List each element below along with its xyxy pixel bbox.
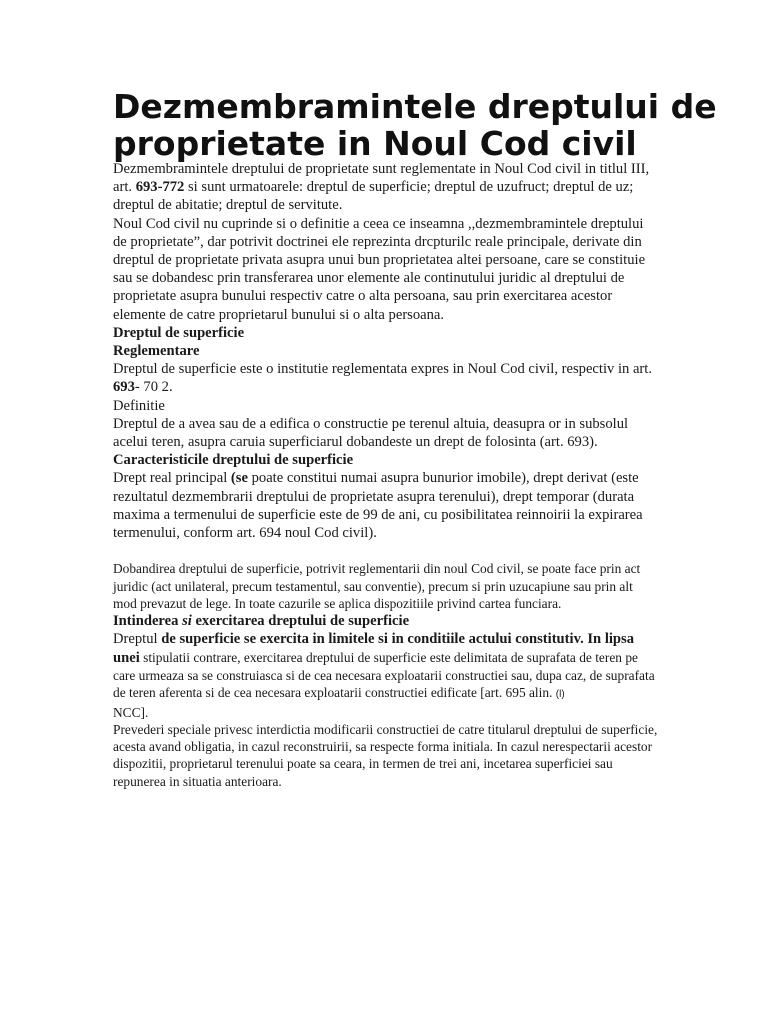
label-definitie: Definitie xyxy=(113,397,165,414)
paragraph-spacer xyxy=(113,542,658,560)
exercitare-text: stipulatii contrare, exercitarea dreptului de superficie este delimitata de suprafata de teren pe care urmeaza sa se construiasca si de cea necesara exploatarii constructiei sau, dupa caz, de suprafata de teren aferenta si de cea necesara exploatarii constructiei edificate [art. 695 alin. xyxy=(113,649,655,701)
intro-paragraph xyxy=(113,160,658,215)
heading-intinderea-start: Intinderea xyxy=(113,613,183,630)
exercitare-bold: de superficie se exercita in limitele si in conditiile actului constitutiv. In lipsa unei xyxy=(113,631,635,666)
heading-intinderea-end: exercitarea dreptului de superficie xyxy=(191,613,410,630)
dobandire-paragraph: Dobandirea dreptului de superficie, potrivit reglementarii din noul Cod civil, se poate face prin act juridic (act unilateral, precum testamentul, sau conventie), precum si prin uzucapiune sau prin alt mod prevazut de lege. In toate cazurile se aplica dispozitiile privind cartea funciara. xyxy=(113,561,641,611)
exercitare-start: Dreptul xyxy=(113,631,162,648)
exercitare-paragraph xyxy=(113,630,658,720)
article-number-rest: - 70 2. xyxy=(134,379,173,396)
definitie-paragraph: Dreptul de a avea sau de a edifica o constructie pe terenul altuia, deasupra or in subsolul acelui teren, asupra caruia superficiarul dobandeste un drept de folosinta (art. 693). xyxy=(113,415,629,451)
heading-intinderea-si: si xyxy=(182,613,192,630)
article-range: 693-772 xyxy=(135,179,185,196)
ncc-reference: NCC]. xyxy=(113,704,149,720)
caracteristici-text: Drept real principal xyxy=(113,470,231,487)
caracteristici-text-end: poate constitui numai asupra bunurior imobile), drept derivat (este rezultatul dezmembrarii dreptului de proprietate asupra terenului), drept temporar (durata maxima a termenului de superficie este de 99 de ani, cu posibilitatea reinnoirii la expirarea termenului, conform art. 694 noul Cod civil). xyxy=(113,470,643,542)
caracteristici-bold: (se xyxy=(230,470,248,487)
document-body xyxy=(113,160,658,790)
intro-text: Dezmembramintele dreptului de proprietate sunt reglementate in Noul Cod civil in titlul III, art. xyxy=(113,161,650,196)
heading-caracteristici: Caracteristicile dreptului de superficie xyxy=(113,452,354,469)
reglementare-paragraph: Dreptul de superficie este o institutie reglementata expres in Noul Cod civil, respectiv in art. xyxy=(113,361,652,378)
heading-intinderea xyxy=(113,612,658,630)
alin-reference: (l) xyxy=(555,689,565,701)
heading-dreptul-de-superficie: Dreptul de superficie xyxy=(113,324,245,341)
heading-reglementare: Reglementare xyxy=(113,343,200,360)
article-reference xyxy=(113,378,658,396)
doctrine-paragraph: Noul Cod civil nu cuprinde si o definitie a ceea ce inseamna ,,dezmembramintele dreptului de proprietate”, dar potrivit doctrinei ele reprezinta drcpturilc reale principale, derivate din dreptul de proprietate privata asupra unui bun proprietatea altei persoane, care se constituie sau se dobandesc prin transferarea unor elemente ale continutului juridic al dreptului de proprietate asupra bunului respectiv catre o alta persoana, sau prin exercitarea acestor elemente de catre proprietarul bunului si o alta persoana. xyxy=(113,215,646,323)
article-number: 693 xyxy=(113,379,135,396)
page-title: Dezmembramintele dreptului de proprietate in Noul Cod civil xyxy=(113,87,717,163)
intro-text-end: si sunt urmatoarele: dreptul de superficie; dreptul de uzufruct; dreptul de uz; dreptul de abitatie; dreptul de servitute. xyxy=(113,179,634,214)
prevederi-paragraph: Prevederi speciale privesc interdictia modificarii constructiei de catre titularul dreptului de superficie, acesta avand obligatia, in cazul reconstruirii, sa respecte forma initiala. In cazul nerespectarii acestor dispozitii, proprietarul terenului poate sa ceara, in termen de trei ani, incetarea superficiei sau repunerea in situatia anterioara. xyxy=(113,721,658,789)
caracteristici-paragraph xyxy=(113,469,658,542)
